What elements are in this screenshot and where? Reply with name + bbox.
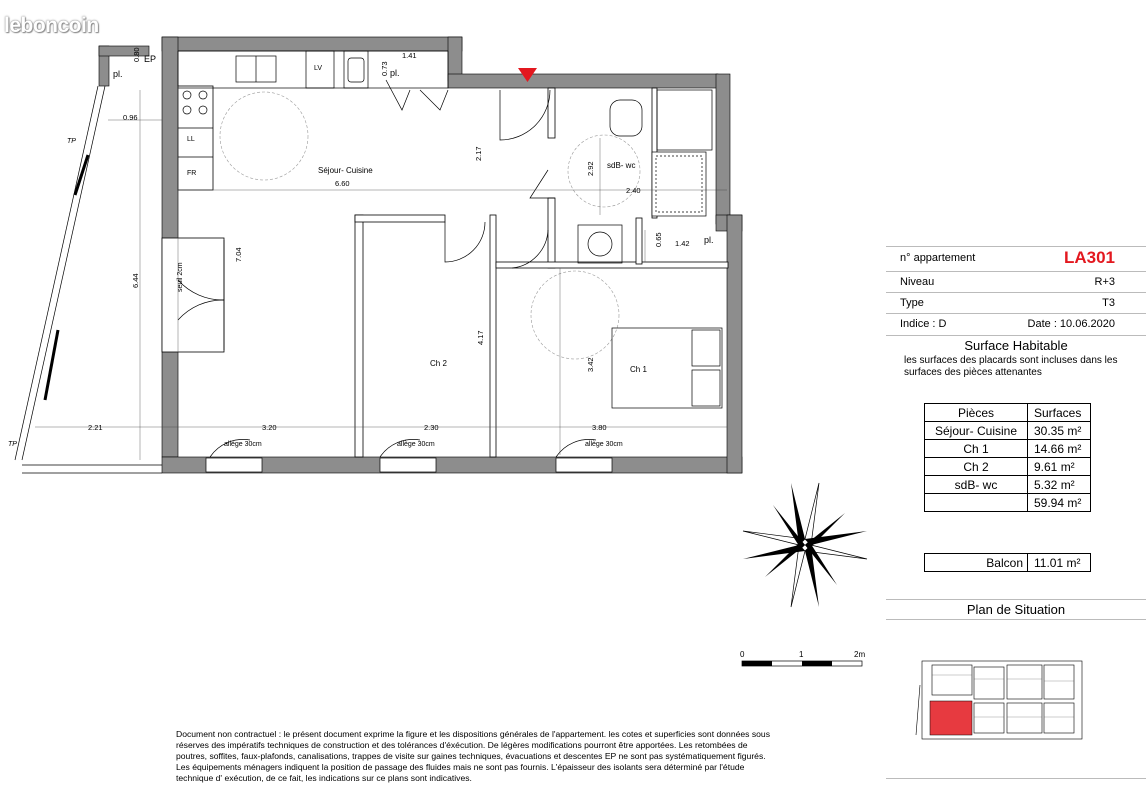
surface-title: Surface Habitable <box>964 338 1068 353</box>
fixture-pl-1: pl. <box>390 68 400 78</box>
row-surface: 30.35 m² <box>1028 422 1091 440</box>
window-allege-1: allège 30cm <box>224 441 262 448</box>
interior-walls <box>162 86 728 457</box>
appartement-value: LA301 <box>1063 248 1115 267</box>
row-total-surface: 59.94 m² <box>1028 494 1091 512</box>
row-room: sdB- wc <box>925 476 1028 494</box>
surface-note: les surfaces des placards sont incluses dans les surfaces des pièces attenantes <box>904 355 1118 378</box>
scale-0: 0 <box>740 650 745 659</box>
window-allege-2: allège 30cm <box>397 441 435 448</box>
row-surface: 5.32 m² <box>1028 476 1091 494</box>
fixture-lv: LV <box>314 65 323 72</box>
compass-rose-icon <box>743 483 867 607</box>
table-row <box>925 476 1091 494</box>
dim-221: 2.21 <box>88 423 103 432</box>
balcony-tp-2: TP <box>8 441 17 448</box>
dim-217: 2.17 <box>474 146 483 161</box>
row-room <box>925 494 1028 512</box>
situation-highlight <box>930 701 972 735</box>
row-room: Ch 1 <box>925 440 1028 458</box>
fixture-seuil: seuil 2cm <box>177 262 184 292</box>
fixture-pl-2: pl. <box>113 69 123 79</box>
niveau-label: Niveau <box>900 276 935 288</box>
niveau-value: R+3 <box>1094 276 1115 288</box>
balcon-value: 11.01 m² <box>1028 554 1091 572</box>
table-header-row <box>925 404 1091 422</box>
dim-292: 2.92 <box>586 161 595 176</box>
situation-title: Plan de Situation <box>966 602 1066 617</box>
info-row-appartement <box>900 248 1115 272</box>
table-row <box>925 458 1091 476</box>
kitchen-counter <box>178 51 448 157</box>
header-pieces: Pièces <box>925 404 1028 422</box>
dim-080: 0.80 <box>132 47 141 62</box>
room-label-sdb: sdB- wc <box>607 161 636 170</box>
dim-230: 2.30 <box>424 423 439 432</box>
dim-141: 1.41 <box>402 51 417 60</box>
table-row <box>925 440 1091 458</box>
balcony-tp-1: TP <box>67 138 76 145</box>
situation-map <box>912 655 1092 745</box>
room-label-sejour: Séjour- Cuisine <box>318 166 373 175</box>
balcon-label: Balcon <box>925 554 1028 572</box>
watermark-logo: leboncoin <box>4 14 99 37</box>
fixture-fr: FR <box>187 170 197 177</box>
scale-1: 1 <box>799 650 804 659</box>
room-label-ch1: Ch 1 <box>630 365 647 374</box>
bedroom-fixtures <box>612 328 722 408</box>
fixture-ep: EP <box>144 54 157 64</box>
row-room: Ch 2 <box>925 458 1028 476</box>
date-label: Date : 10.06.2020 <box>1027 318 1115 330</box>
dim-660: 6.60 <box>335 179 350 188</box>
table-total-row <box>925 494 1091 512</box>
dim-380: 3.80 <box>592 423 607 432</box>
room-label-ch2: Ch 2 <box>430 359 447 368</box>
appartement-label: n° appartement <box>900 252 976 264</box>
dim-320: 3.20 <box>262 423 277 432</box>
dim-065: 0.65 <box>654 232 663 247</box>
dim-096: 0.96 <box>123 113 138 122</box>
scale-2: 2m <box>854 650 866 659</box>
dim-644: 6.44 <box>131 273 140 288</box>
dim-417: 4.17 <box>476 330 485 345</box>
table-row <box>925 422 1091 440</box>
dim-142: 1.42 <box>675 239 690 248</box>
disclaimer-text: Document non contractuel : le présent document exprime la figure et les dispositions générales de l'appartement. les cotes et superficies sont données sous réserves des impératifs techniques de construction et des tolérances d'éxécution. De légères modifications pourront être apportées. Les retombées de poutres, soffites, faux-plafonds, canalisations, trappes de visite sur gaines techniques, évacuations et descentes EP ne sont pas systématiquement figurés. Les équipements ménagers indiquent la position de passage des fluides mais ne sont pas fournis. L'épaisseur des isolants sera déterminé par l'étude technique d' exécution, de ce fait, les indications sur ce plans sont indicatives. <box>176 729 770 783</box>
turning-circles <box>220 92 640 359</box>
dim-704: 7.04 <box>234 247 243 262</box>
fixture-pl-3: pl. <box>704 235 714 245</box>
row-room: Séjour- Cuisine <box>925 422 1028 440</box>
type-value: T3 <box>1102 297 1115 309</box>
fixture-ll: LL <box>187 136 195 143</box>
scale-bar <box>740 650 865 666</box>
header-surfaces: Surfaces <box>1028 404 1091 422</box>
surface-table <box>924 403 1091 512</box>
window-allege-3: allège 30cm <box>585 441 623 448</box>
type-label: Type <box>900 297 924 309</box>
dimension-lines <box>35 86 727 460</box>
dim-240: 2.40 <box>626 186 641 195</box>
dim-342: 3.42 <box>586 357 595 372</box>
table-row <box>925 554 1091 572</box>
row-surface: 14.66 m² <box>1028 440 1091 458</box>
indice-label: Indice : D <box>900 318 947 330</box>
row-surface: 9.61 m² <box>1028 458 1091 476</box>
balcon-table <box>924 553 1091 572</box>
doors <box>178 80 596 457</box>
dim-073: 0.73 <box>380 61 389 76</box>
